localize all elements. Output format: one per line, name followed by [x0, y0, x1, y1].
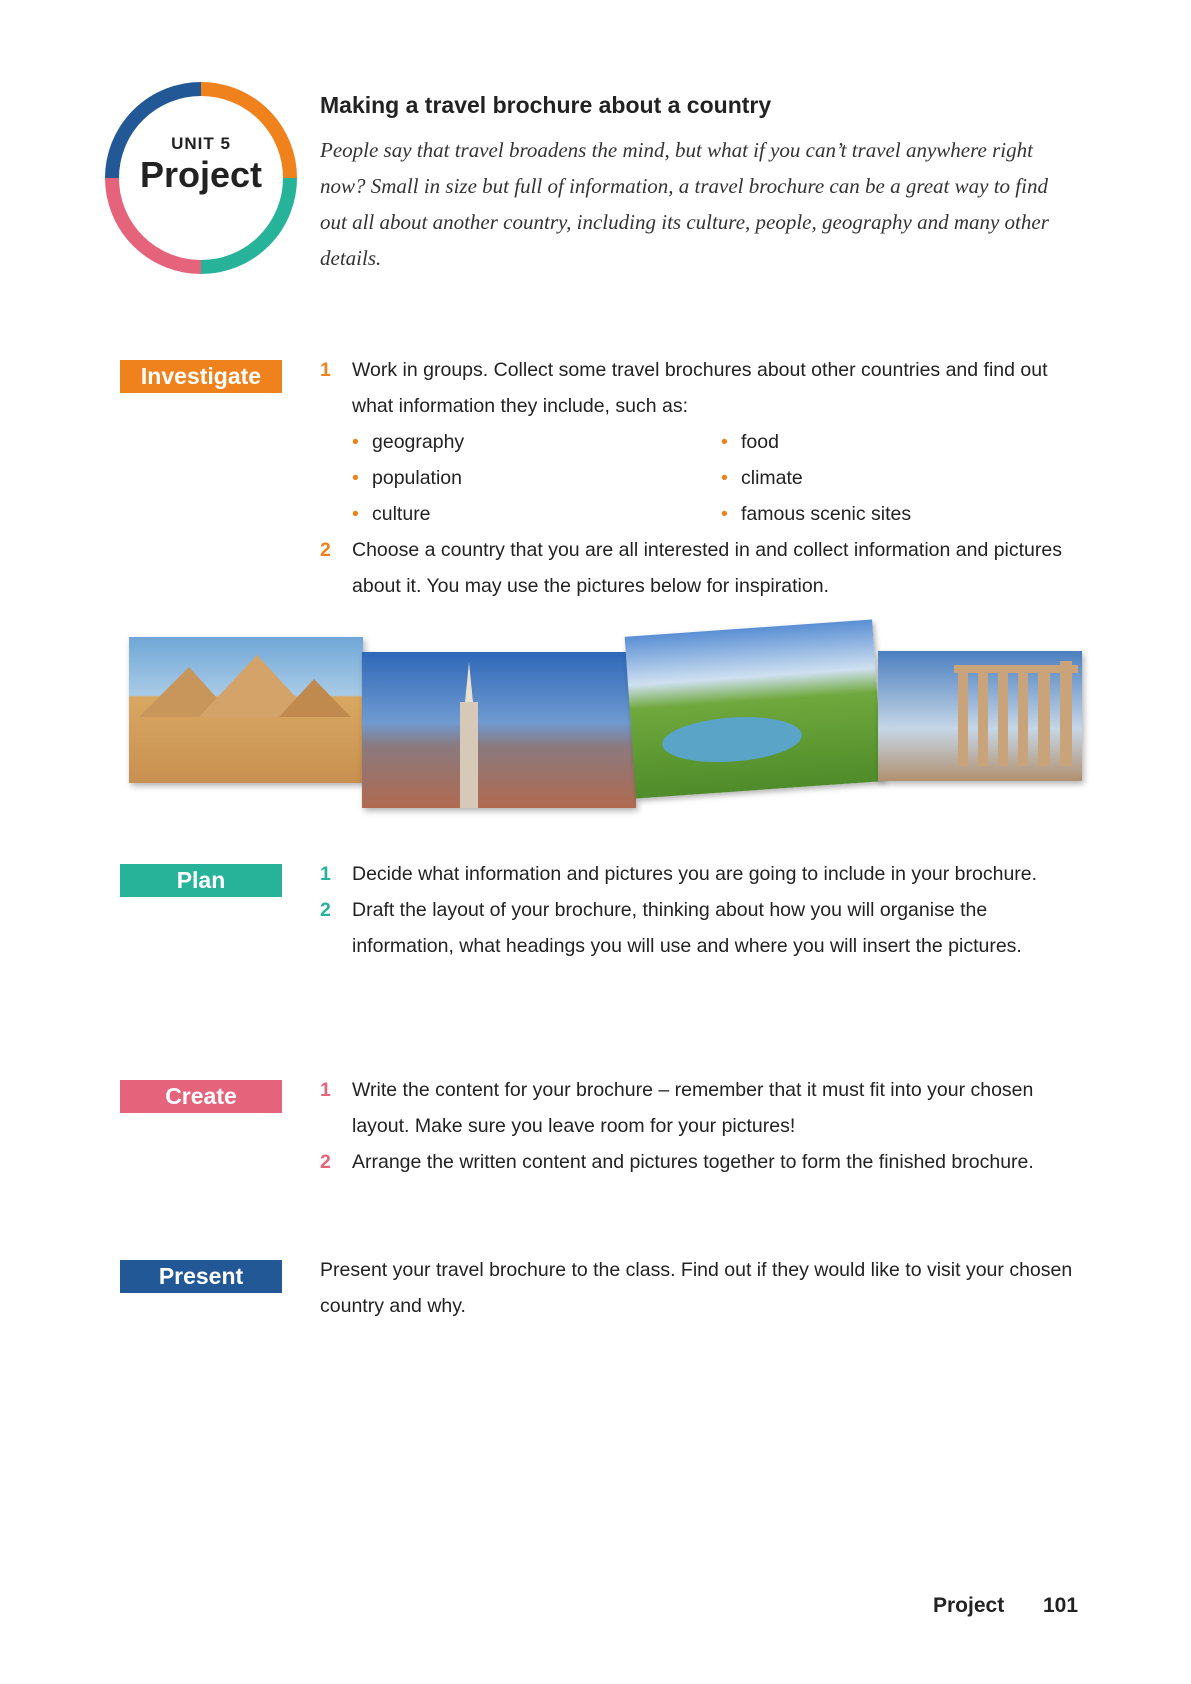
intro-text: People say that travel broadens the mind, but what if you can’t travel anywhere right now? Small in size but full of information, a travel brochure can be a great way to find out all about another country, including its culture, people, geography and many other details. — [320, 138, 1049, 270]
create-label: Create — [120, 1080, 282, 1113]
step-number: 1 — [320, 359, 331, 381]
page-title: Making a travel brochure about a country — [320, 92, 772, 118]
step-number: 1 — [320, 1079, 331, 1101]
step-text: Draft the layout of your brochure, thinking about how you will organise the information, what headings you will use and where you will insert the pictures. — [352, 899, 1022, 957]
step-number: 1 — [320, 863, 331, 885]
bullet-list — [320, 424, 1090, 532]
investigate-label: Investigate — [120, 360, 282, 393]
ruins-photo — [878, 651, 1082, 781]
step-text: Decide what information and pictures you are going to include in your brochure. — [352, 863, 1038, 885]
investigate-section — [320, 352, 1090, 604]
unit-number: UNIT 5 — [171, 134, 231, 153]
bullet-item: • climate — [721, 460, 1090, 496]
step-text: Arrange the written content and pictures together to form the finished brochure. — [352, 1151, 1034, 1173]
new-york-photo — [362, 652, 636, 808]
step-number: 2 — [320, 899, 331, 921]
bullet-item: • geography — [352, 424, 721, 460]
plan-label: Plan — [120, 864, 282, 897]
bullet-item: • famous scenic sites — [721, 496, 1090, 532]
footer-section: Project — [933, 1594, 1005, 1617]
page-number: 101 — [1043, 1594, 1079, 1617]
bullet-item: • population — [352, 460, 721, 496]
step-text: Work in groups. Collect some travel brochures about other countries and find out what information they include, such as: — [352, 359, 1048, 417]
pyramids-photo — [129, 637, 363, 783]
plan-section — [320, 856, 1090, 964]
bullet-item: • culture — [352, 496, 721, 532]
unit-badge-title: Project — [139, 154, 263, 195]
step-text: Write the content for your brochure – remember that it must fit into your chosen layout. Make sure you leave room for your pictures! — [352, 1079, 1034, 1137]
bullet-item: • food — [721, 424, 1090, 460]
present-label: Present — [120, 1260, 282, 1293]
step-text: Choose a country that you are all interested in and collect information and pictures about it. You may use the pictures below for inspiration. — [352, 539, 1062, 597]
pyramids-image — [129, 637, 363, 783]
step-number: 2 — [320, 1151, 331, 1173]
present-text: Present your travel brochure to the class. Find out if they would like to visit your chosen country and why. — [320, 1259, 1073, 1317]
create-section — [320, 1072, 1090, 1180]
step-number: 2 — [320, 539, 331, 561]
countryside-photo — [625, 620, 884, 799]
